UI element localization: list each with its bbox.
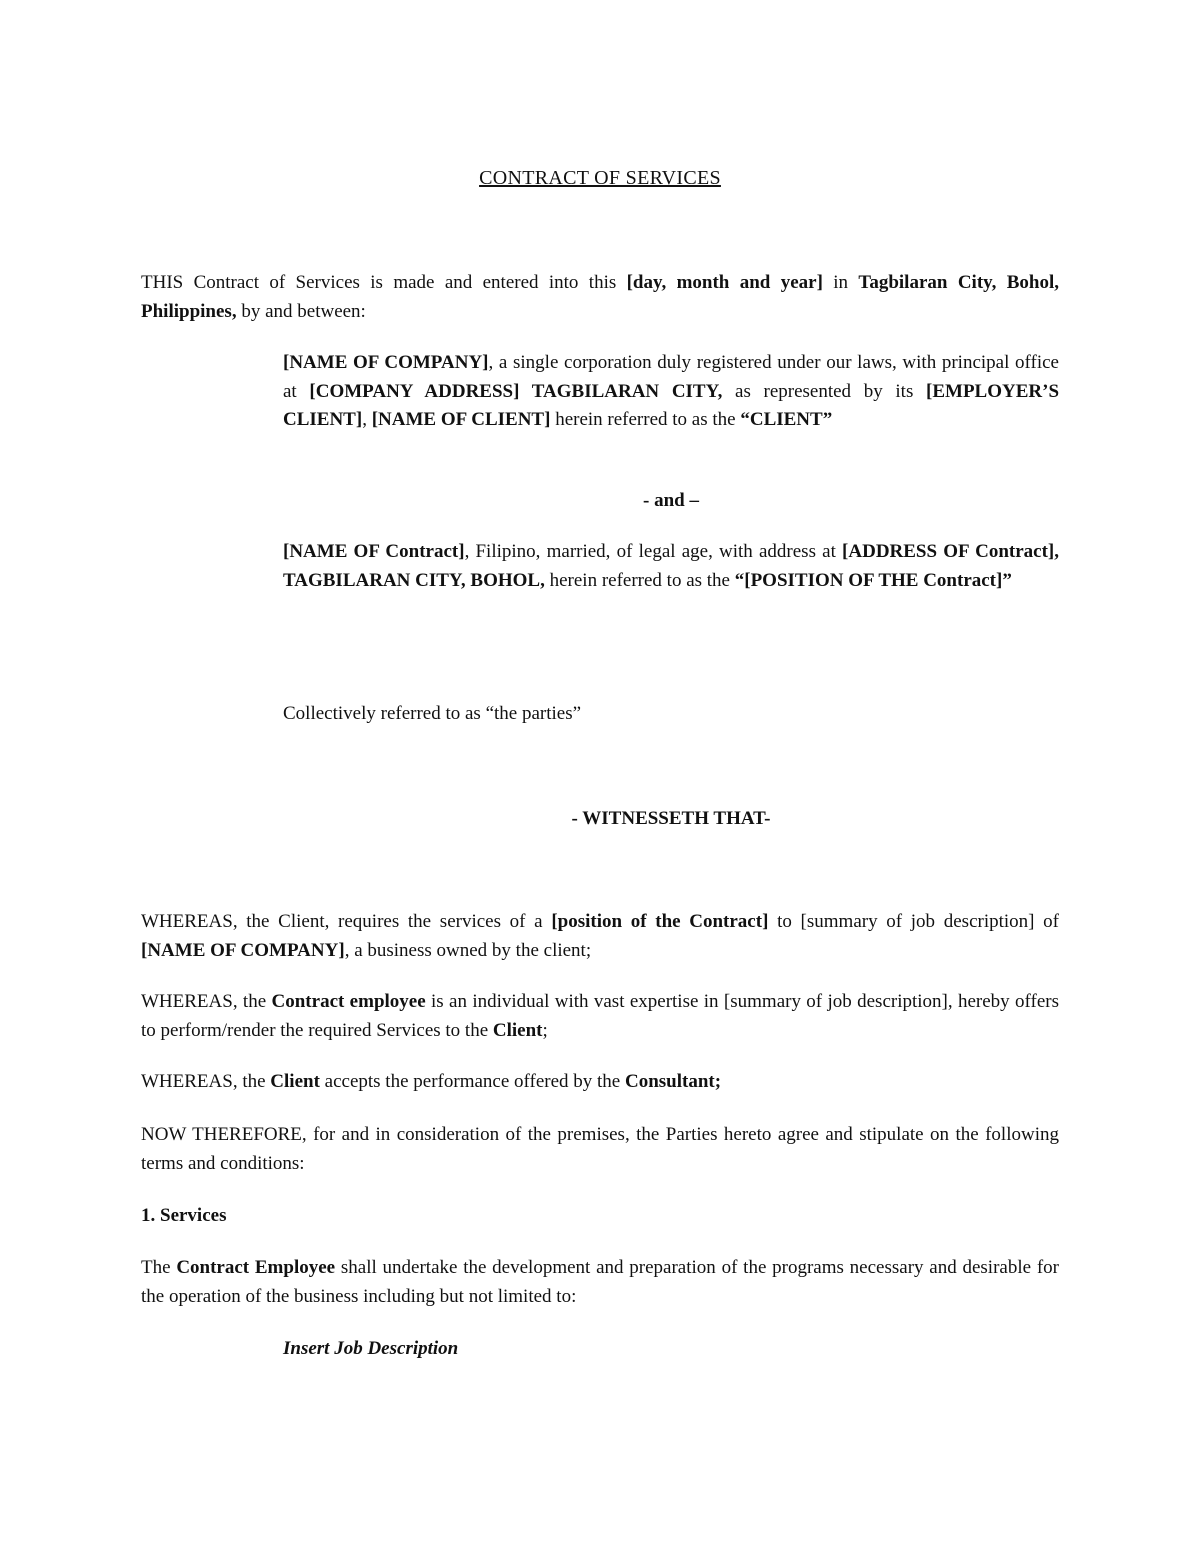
services-text-2: shall undertake the development and preparation of the programs necessary and desirable for the operation of the business including but not limited to: — [141, 1257, 1059, 1307]
whereas3-text-1: WHEREAS, the — [141, 1071, 271, 1092]
whereas1-text-1: WHEREAS, the Client, requires the services of a — [141, 911, 552, 932]
contract-employee-term-2: Contract Employee — [176, 1257, 336, 1278]
contract-address-placeholder: [ADDRESS OF Contract], TAGBILARAN CITY, BOHOL, — [283, 541, 1059, 591]
whereas2-text-1: WHEREAS, the — [141, 991, 272, 1012]
party1-text-2: as represented by its — [722, 380, 927, 402]
company-address-placeholder: [COMPANY ADDRESS] TAGBILARAN CITY, — [309, 380, 723, 402]
party1-text-1: , a single corporation duly registered under our laws, with principal office at — [283, 352, 1059, 402]
whereas2-text-2: is an individual with vast expertise in [summary of job description], hereby offers to perform/render the required Services to the — [141, 991, 1060, 1041]
whereas1-text-2: to [summary of job description] of — [768, 911, 1060, 932]
whereas-2-paragraph — [141, 988, 1059, 1045]
party1-text-4: herein referred to as the — [550, 409, 741, 430]
position-placeholder: [position of the Contract] — [551, 911, 769, 932]
witnesseth-text: - WITNESSETH THAT- — [571, 808, 771, 829]
whereas-1-paragraph — [141, 908, 1059, 965]
company-name-placeholder: [NAME OF COMPANY] — [283, 352, 489, 373]
contract-name-placeholder: [NAME OF Contract] — [283, 541, 465, 562]
witnesseth-heading — [283, 805, 1059, 834]
job-description-placeholder — [283, 1335, 1059, 1364]
whereas2-text-3: ; — [542, 1019, 548, 1041]
client-term: Client — [492, 1019, 543, 1041]
intro-text-1: THIS Contract of Services is made and entered into this — [141, 272, 627, 293]
collectively-line: Collectively referred to as “the parties” — [283, 703, 582, 724]
client-term-2: Client — [270, 1071, 320, 1092]
intro-paragraph — [141, 269, 1059, 326]
now-therefore-paragraph: NOW THEREFORE, for and in consideration of the premises, the Parties hereto agree and stipulate on the following terms and conditions: — [141, 1124, 1059, 1174]
and-text: - and – — [643, 490, 699, 511]
services-text-1: The — [141, 1257, 177, 1278]
party2-paragraph — [283, 538, 1059, 595]
intro-text-2: in — [822, 272, 859, 293]
party2-text-1: , Filipino, married, of legal age, with address at — [464, 541, 843, 562]
consultant-term: Consultant; — [624, 1071, 722, 1092]
whereas-3-paragraph — [141, 1068, 1059, 1097]
company-name-placeholder-2: [NAME OF COMPANY] — [141, 939, 345, 961]
client-name-placeholder: [NAME OF CLIENT] — [371, 409, 551, 430]
intro-location: Tagbilaran City, Bohol, Philippines, — [141, 272, 1059, 322]
section-1-heading — [141, 1202, 1059, 1231]
and-separator — [283, 487, 1059, 516]
party2-text-2: herein referred to as the — [544, 569, 735, 591]
document-title: CONTRACT OF SERVICES — [479, 167, 721, 189]
contract-position-placeholder: “[POSITION OF THE Contract]” — [734, 569, 1012, 591]
employer-client-placeholder: [EMPLOYER’S CLIENT] — [283, 380, 1060, 430]
contract-employee-term: Contract employee — [271, 991, 426, 1012]
whereas1-text-3: , a business owned by the client; — [344, 939, 592, 961]
section-1-heading-text: 1. Services — [141, 1205, 227, 1226]
services-paragraph — [141, 1254, 1059, 1311]
party1-paragraph — [283, 349, 1059, 435]
intro-date-placeholder: [day, month and year] — [626, 272, 823, 293]
job-description-text: Insert Job Description — [283, 1338, 459, 1359]
whereas3-text-2: accepts the performance offered by the — [319, 1071, 625, 1092]
party1-text-3: , — [362, 409, 372, 430]
intro-text-3: by and between: — [236, 300, 366, 322]
client-label: “CLIENT” — [740, 409, 833, 430]
